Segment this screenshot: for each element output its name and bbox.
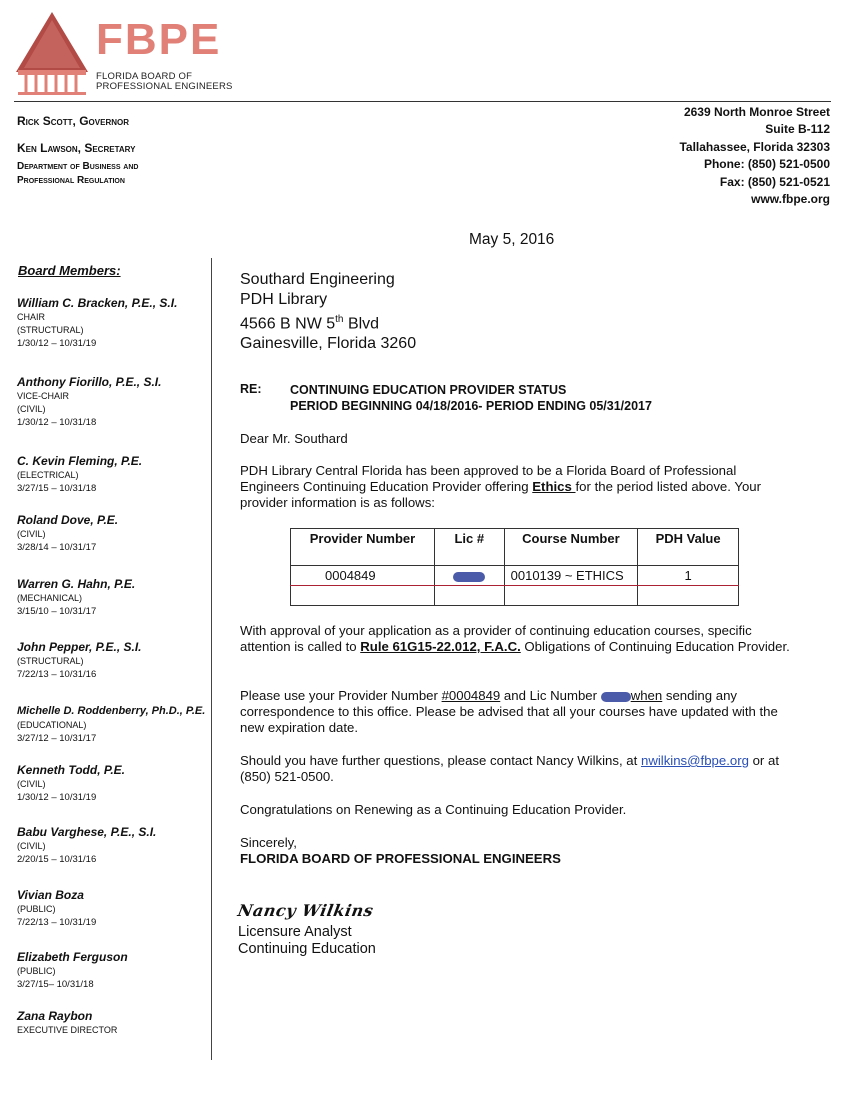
board-member: Warren G. Hahn, P.E. (MECHANICAL) 3/15/10 – 10/31/17 — [17, 577, 136, 617]
department-name: Department of Business and Professional Regulation — [17, 161, 139, 186]
col-lic: Lic # — [434, 529, 504, 566]
address-web[interactable]: www.fbpe.org — [751, 192, 830, 207]
col-pdh-value: PDH Value — [638, 529, 739, 566]
board-member: Michelle D. Roddenberry, Ph.D., P.E. (EDUCATIONAL) 3/27/12 – 10/31/17 — [17, 705, 206, 744]
provider-table — [290, 528, 739, 606]
table-row — [291, 586, 739, 606]
board-member: Roland Dove, P.E. (CIVIL) 3/28/14 – 10/31/17 — [17, 513, 119, 553]
col-course-number: Course Number — [504, 529, 638, 566]
board-members-heading: Board Members: — [18, 263, 121, 278]
re-label: RE: — [240, 382, 262, 396]
board-member: John Pepper, P.E., S.I. (STRUCTURAL) 7/22/13 – 10/31/16 — [17, 640, 142, 680]
address-suite: Suite B-112 — [765, 122, 830, 137]
cell-course: 0010139 ~ ETHICS — [504, 566, 638, 586]
congratulations-paragraph: Congratulations on Renewing as a Continuing Education Provider. — [240, 802, 627, 817]
board-member: Elizabeth Ferguson (PUBLIC) 3/27/15– 10/31/18 — [17, 950, 128, 990]
address-city: Tallahassee, Florida 32303 — [679, 139, 830, 154]
board-member: William C. Bracken, P.E., S.I. CHAIR (STRUCTURAL) 1/30/12 – 10/31/19 — [17, 296, 178, 349]
secretary-name: Ken Lawson, Secretary — [17, 141, 136, 155]
signature: Nancy Wilkins — [236, 901, 376, 920]
closing-block: Sincerely, FLORIDA BOARD OF PROFESSIONAL ENGINEERS — [240, 835, 561, 866]
board-address — [679, 104, 830, 208]
sidebar-divider — [211, 258, 212, 1060]
re-subject: CONTINUING EDUCATION PROVIDER STATUS PERIOD BEGINNING 04/18/2016- PERIOD ENDING 05/31/2017 — [290, 383, 652, 413]
rule-paragraph: With approval of your application as a provider of continuing education courses, specific attention is called to Rule 61G15-22.012, F.A.C. Obligations of Continuing Education Provider. — [240, 623, 790, 654]
board-member: Babu Varghese, P.E., S.I. (CIVIL) 2/20/15 – 10/31/16 — [17, 825, 157, 865]
board-member: C. Kevin Fleming, P.E. (ELECTRICAL) 3/27/15 – 10/31/18 — [17, 454, 143, 494]
brand-subtitle: FLORIDA BOARD OF PROFESSIONAL ENGINEERS — [96, 71, 233, 92]
addressee-block: Southard Engineering PDH Library 4566 B NW 5th Blvd Gainesville, Florida 3260 — [240, 271, 417, 353]
header-divider — [14, 101, 831, 102]
signer-title: Licensure Analyst Continuing Education — [238, 924, 376, 957]
redaction-mark-icon — [453, 572, 485, 582]
greeting: Dear Mr. Southard — [240, 431, 348, 446]
approval-paragraph: PDH Library Central Florida has been approved to be a Florida Board of Professional Engineers Continuing Education Provider offering Ethics for the period listed above. Your provider information is as follows: — [240, 463, 762, 510]
address-street: 2639 North Monroe Street — [683, 105, 830, 119]
fbpe-logo-icon — [14, 10, 90, 96]
table-row — [291, 566, 739, 586]
contact-email-link[interactable]: nwilkins@fbpe.org — [640, 753, 749, 768]
address-fax: Fax: (850) 521-0521 — [719, 174, 830, 189]
provider-number-paragraph: Please use your Provider Number #0004849 and Lic Number when sending any correspondence to this office. Please be advised that all your courses have updated with the new expiration date. — [240, 688, 778, 735]
letter-date: May 5, 2016 — [469, 231, 555, 248]
board-member: Anthony Fiorillo, P.E., S.I. VICE-CHAIR (CIVIL) 1/30/12 – 10/31/18 — [17, 375, 162, 428]
redaction-mark-icon — [601, 692, 631, 702]
governor-name: Rick Scott, Governor — [17, 114, 130, 128]
board-member: Vivian Boza (PUBLIC) 7/22/13 – 10/31/19 — [17, 888, 97, 928]
board-member: Kenneth Todd, P.E. (CIVIL) 1/30/12 – 10/31/19 — [17, 763, 126, 803]
brand-title: FBPE — [96, 15, 222, 64]
col-provider-number: Provider Number — [291, 529, 435, 566]
cell-pdh: 1 — [638, 566, 739, 586]
address-phone: Phone: (850) 521-0500 — [703, 157, 830, 172]
cell-provider: 0004849 — [291, 566, 435, 586]
executive-director: Zana Raybon EXECUTIVE DIRECTOR — [17, 1009, 118, 1035]
cell-lic-redacted — [434, 566, 504, 586]
contact-paragraph: Should you have further questions, please contact Nancy Wilkins, at nwilkins@fbpe.org or at (850) 521-0500. — [240, 753, 779, 784]
